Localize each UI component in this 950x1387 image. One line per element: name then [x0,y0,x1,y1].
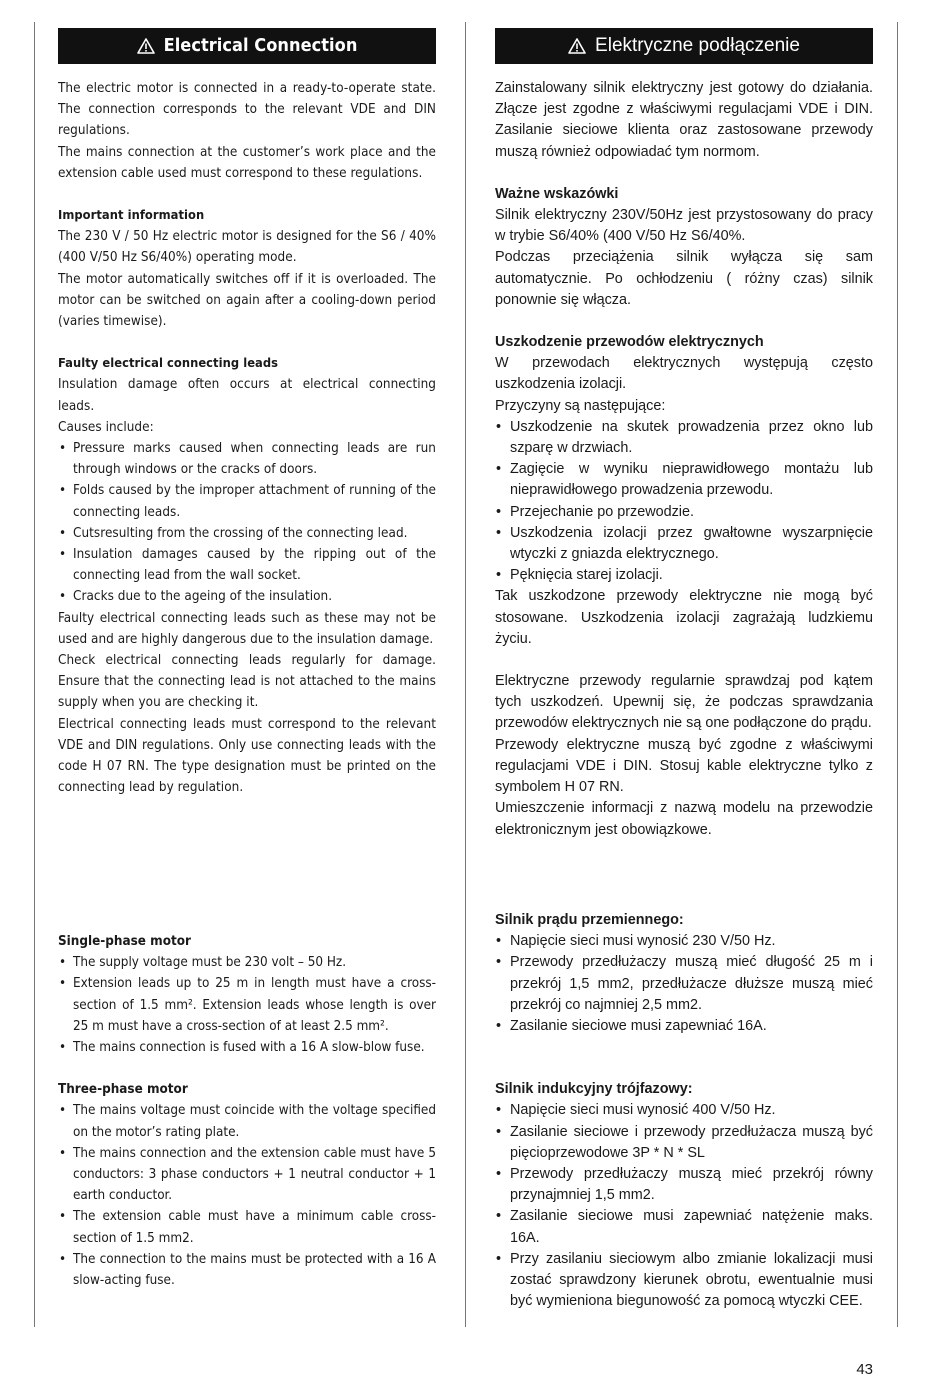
list-item: • Zagięcie w wyniku nieprawidłowego montażu lub nieprawidłowego prowadzenia przewodu. [495,459,873,501]
list-item: • Zasilanie sieciowe musi zapewniać 16A. [495,1016,873,1037]
paragraph: W przewodach elektrycznych występują często uszkodzenia izolacji. [495,355,873,393]
paragraph: Check electrical connecting leads regularly for damage. Ensure that the connecting lead is not attached to the mains supply when you are checking it. [58,653,436,711]
list-item: • The mains connection and the extension cable must have 5 conductors: 3 phase conductors + 1 neutral conductor + 1 earth conductor. [58,1143,436,1207]
list-item: • Cutsresulting from the crossing of the connecting lead. [58,523,436,544]
list-item: • Przewody przedłużaczy muszą mieć przekrój równy przynajmniej 1,5 mm2. [495,1164,873,1206]
column-rule-right [897,22,898,1327]
paragraph: Zainstalowany silnik elektryczny jest gotowy do działania. Złącze jest zgodne z właściwymi regulacjami VDE i DIN. Zasilanie sieciowe klienta oraz zastosowane przewody muszą również odpowiadać tym normom. [495,80,873,160]
list-item: • Przy zasilaniu sieciowym albo zmianie lokalizacji musi zostać sprawdzony kierunek obrotu, ewentualnie musi być wymieniona biegunowość za pomocą wtyczki CEE. [495,1249,873,1313]
section-heading: Important information [58,208,205,224]
english-section-header [58,28,436,64]
paragraph: Elektryczne przewody regularnie sprawdzaj pod kątem tych uszkodzeń. Upewnij się, że podczas sprawdzania przewodów elektrycznych nie są one podłączone do prądu. [495,673,873,732]
english-header-title: Electrical Connection [163,35,358,57]
bullet-list [58,438,436,608]
paragraph: Insulation damage often occurs at electrical connecting leads. [58,377,436,414]
page-number: 43 [856,1361,873,1378]
paragraph: The 230 V / 50 Hz electric motor is designed for the S6 / 40% (400 V/50 Hz S6/40%) operating mode. [58,229,436,266]
section-heading: Uszkodzenie przewodów elektrycznych [495,334,764,351]
section-heading: Faulty electrical connecting leads [58,356,279,372]
column-rule-middle [465,22,466,1327]
paragraph: The electric motor is connected in a ready-to-operate state. The connection corresponds to the relevant VDE and DIN regulations. [58,81,436,139]
polish-motor-section [495,910,873,1312]
paragraph: The mains connection at the customer’s work place and the extension cable used must correspond to these regulations. [58,144,436,181]
list-item: • Zasilanie sieciowe musi zapewniać natężenie maks. 16A. [495,1206,873,1248]
polish-column [495,28,873,841]
list-item: • The extension cable must have a minimum cable cross-section of 1.5 mm2. [58,1206,436,1248]
paragraph: The motor automatically switches off if it is overloaded. The motor can be switched on again after a cooling-down period (varies timewise). [58,271,436,330]
bullet-list [495,1100,873,1312]
paragraph: Electrical connecting leads must correspond to the relevant VDE and DIN regulations. Only use connecting leads with the code H 07 RN. The type designation must be printed on the connecting lead by regulation. [58,716,436,796]
polish-section-header [495,28,873,64]
list-item: • Folds caused by the improper attachment of running of the connecting leads. [58,480,436,522]
warning-icon [137,38,155,54]
paragraph: Faulty electrical connecting leads such as these may not be used and are highly dangerous due to the insulation damage. [58,610,436,647]
list-item: • Extension leads up to 25 m in length must have a cross-section of 1.5 mm². Extension leads whose length is over 25 m must have a cross-section of at least 2.5 mm². [58,973,436,1037]
list-item: • Uszkodzenie na skutek prowadzenia przez okno lub szparę w drzwiach. [495,417,873,459]
list-item: • The connection to the mains must be protected with a 16 A slow-acting fuse. [58,1249,436,1291]
list-item: • The mains connection is fused with a 16 A slow-blow fuse. [58,1037,436,1058]
list-item: • Pęknięcia starej izolacji. [495,565,873,586]
list-item: • The supply voltage must be 230 volt – 50 Hz. [58,952,436,973]
bullet-list [495,931,873,1037]
list-item: • Uszkodzenia izolacji przez gwałtowne wyszarpnięcie wtyczki z gniazda elektrycznego. [495,523,873,565]
list-item: • Przejechanie po przewodzie. [495,502,873,523]
english-column [58,28,436,799]
section-heading: Ważne wskazówki [495,185,619,202]
section-heading: Three-phase motor [58,1082,188,1098]
bullet-list [495,417,873,587]
list-item: • Cracks due to the ageing of the insulation. [58,586,436,607]
paragraph: Podczas przeciążenia silnik wyłącza się sam automatycznie. Po ochłodzeniu ( różny czas) silnik ponownie się włącza. [495,249,873,308]
paragraph: Causes include: [58,419,154,435]
list-item: • Przewody przedłużaczy muszą mieć długość 25 m i przekrój 1,5 mm2, przedłużacze dłuższe muszą mieć przekrój co najmniej 2,5 mm2. [495,952,873,1016]
bullet-list [58,1100,436,1291]
polish-header-title: Elektryczne podłączenie [595,35,800,57]
paragraph: Silnik elektryczny 230V/50Hz jest przystosowany do pracy w trybie S6/40% (400 V/50 Hz S6/40%. [495,207,873,245]
list-item: • Pressure marks caused when connecting leads are run through windows or the cracks of doors. [58,438,436,480]
list-item: • The mains voltage must coincide with the voltage specified on the motor’s rating plate. [58,1100,436,1142]
english-motor-section [58,931,436,1291]
list-item: • Napięcie sieci musi wynosić 230 V/50 Hz. [495,931,873,952]
paragraph: Umieszczenie informacji z nazwą modelu na przewodzie elektronicznym jest obowiązkowe. [495,800,873,838]
warning-icon [568,38,586,54]
paragraph: Tak uszkodzone przewody elektryczne nie mogą być stosowane. Uszkodzenia izolacji zagrażają ludzkiemu życiu. [495,588,873,647]
column-rule-left [34,22,35,1327]
bullet-list [58,952,436,1058]
paragraph: Przyczyny są następujące: [495,397,666,414]
list-item: • Napięcie sieci musi wynosić 400 V/50 Hz. [495,1100,873,1121]
section-heading: Single-phase motor [58,934,191,949]
paragraph: Przewody elektryczne muszą być zgodne z właściwymi regulacjami VDE i DIN. Stosuj kable elektryczne tylko z symbolem H 07 RN. [495,736,873,796]
section-heading: Silnik prądu przemiennego: [495,912,684,928]
list-item: • Insulation damages caused by the ripping out of the connecting lead from the wall socket. [58,544,436,586]
list-item: • Zasilanie sieciowe i przewody przedłużacza muszą być pięcioprzewodowe 3P * N * SL [495,1122,873,1164]
section-heading: Silnik indukcyjny trójfazowy: [495,1081,693,1098]
